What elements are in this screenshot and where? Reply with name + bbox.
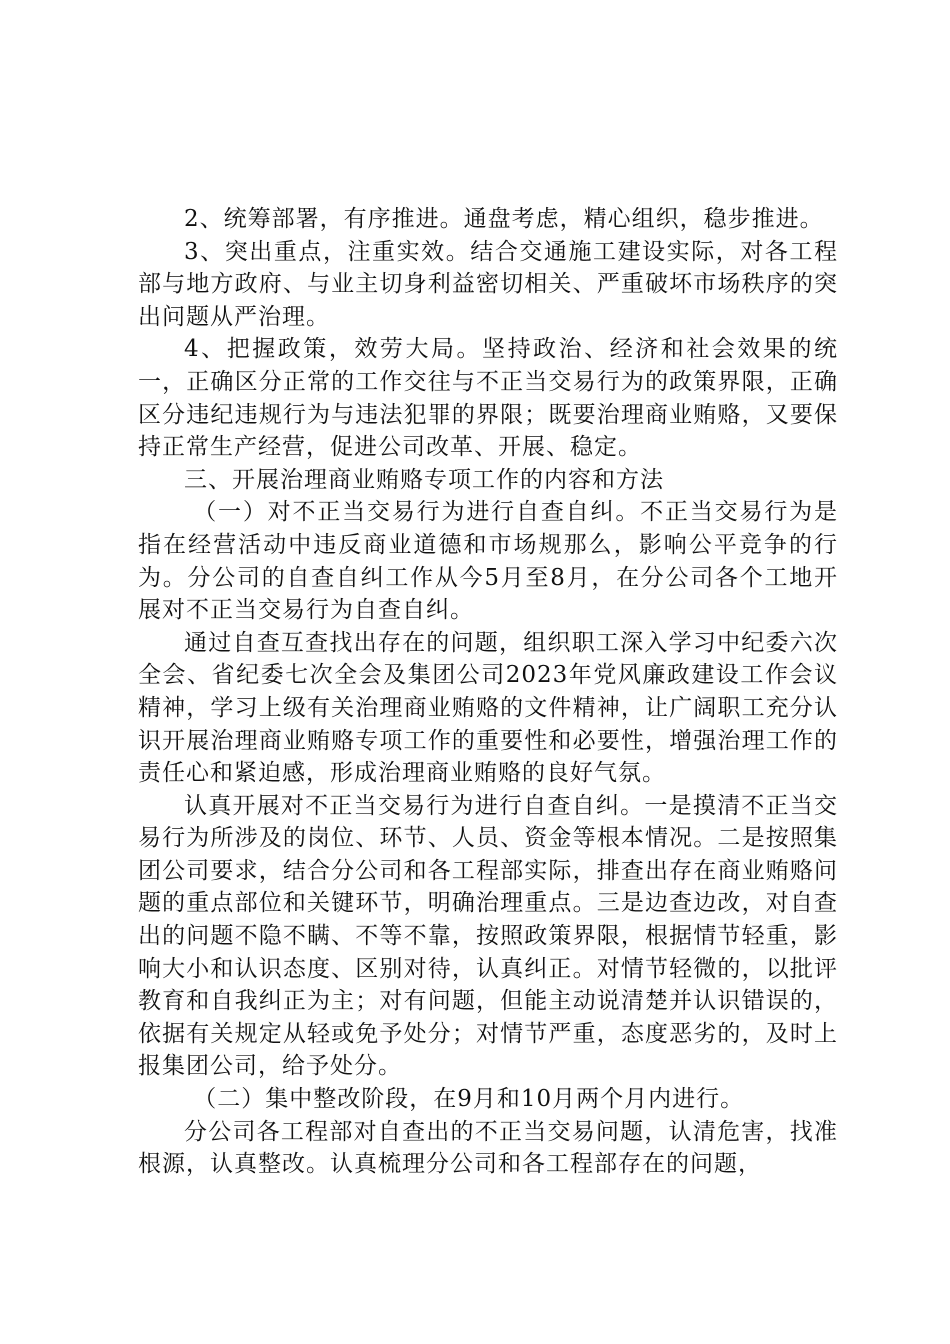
paragraph-study: 通过自查互查找出存在的问题，组织职工深入学习中纪委六次全会、省纪委七次全会及集团公司2023年党风廉政建设工作会议精神，学习上级有关治理商业贿赂的文件精神，让广阔职工充分认识开展治理商业贿赂专项工作的重要性和必要性，增强治理工作的责任心和紧迫感，形成治理商业贿赂的良好气氛。	[138, 629, 838, 787]
paragraph-principle-4: 4、把握政策，效劳大局。坚持政治、经济和社会效果的统一，正确区分正常的工作交往与不正当交易行为的政策界限，正确区分违纪违规行为与违法犯罪的界限；既要治理商业贿赂，又要保持正常生产经营，促进公司改革、开展、稳定。	[138, 336, 838, 461]
paragraph-rectification: 分公司各工程部对自查出的不正当交易问题，认清危害，找准根源，认真整改。认真梳理分公司和各工程部存在的问题，	[138, 1118, 838, 1178]
subsection-heading-1: （一）对不正当交易行为进行自查自纠。不正当交易行为是指在经营活动中违反商业道德和市场规那么，影响公平竞争的行为。分公司的自查自纠工作从今5月至8月，在分公司各个工地开展对不正当交易行为自查自纠。	[138, 499, 838, 624]
paragraph-principle-3: 3、突出重点，注重实效。结合交通施工建设实际，对各工程部与地方政府、与业主切身利益密切相关、严重破坏市场秩序的突出问题从严治理。	[138, 238, 838, 330]
paragraph-principle-2: 2、统筹部署，有序推进。通盘考虑，精心组织，稳步推进。	[184, 206, 824, 232]
paragraph-self-check: 认真开展对不正当交易行为进行自查自纠。一是摸清不正当交易行为所涉及的岗位、环节、人员、资金等根本情况。二是按照集团公司要求，结合分公司和各工程部实际，排查出存在商业贿赂问题的重点部位和关键环节，明确治理重点。三是边查边改，对自查出的问题不隐不瞒、不等不靠，按照政策界限，根据情节轻重，影响大小和认识态度、区别对待，认真纠正。对情节轻微的，以批评教育和自我纠正为主；对有问题，但能主动说清楚并认识错误的，依据有关规定从轻或免予处分；对情节严重，态度恶劣的，及时上报集团公司，给予处分。	[138, 792, 838, 1080]
document-body	[138, 203, 838, 1181]
section-heading-3: 三、开展治理商业贿赂专项工作的内容和方法	[184, 466, 664, 493]
subsection-heading-2: （二）集中整改阶段，在9月和10月两个月内进行。	[193, 1086, 745, 1113]
